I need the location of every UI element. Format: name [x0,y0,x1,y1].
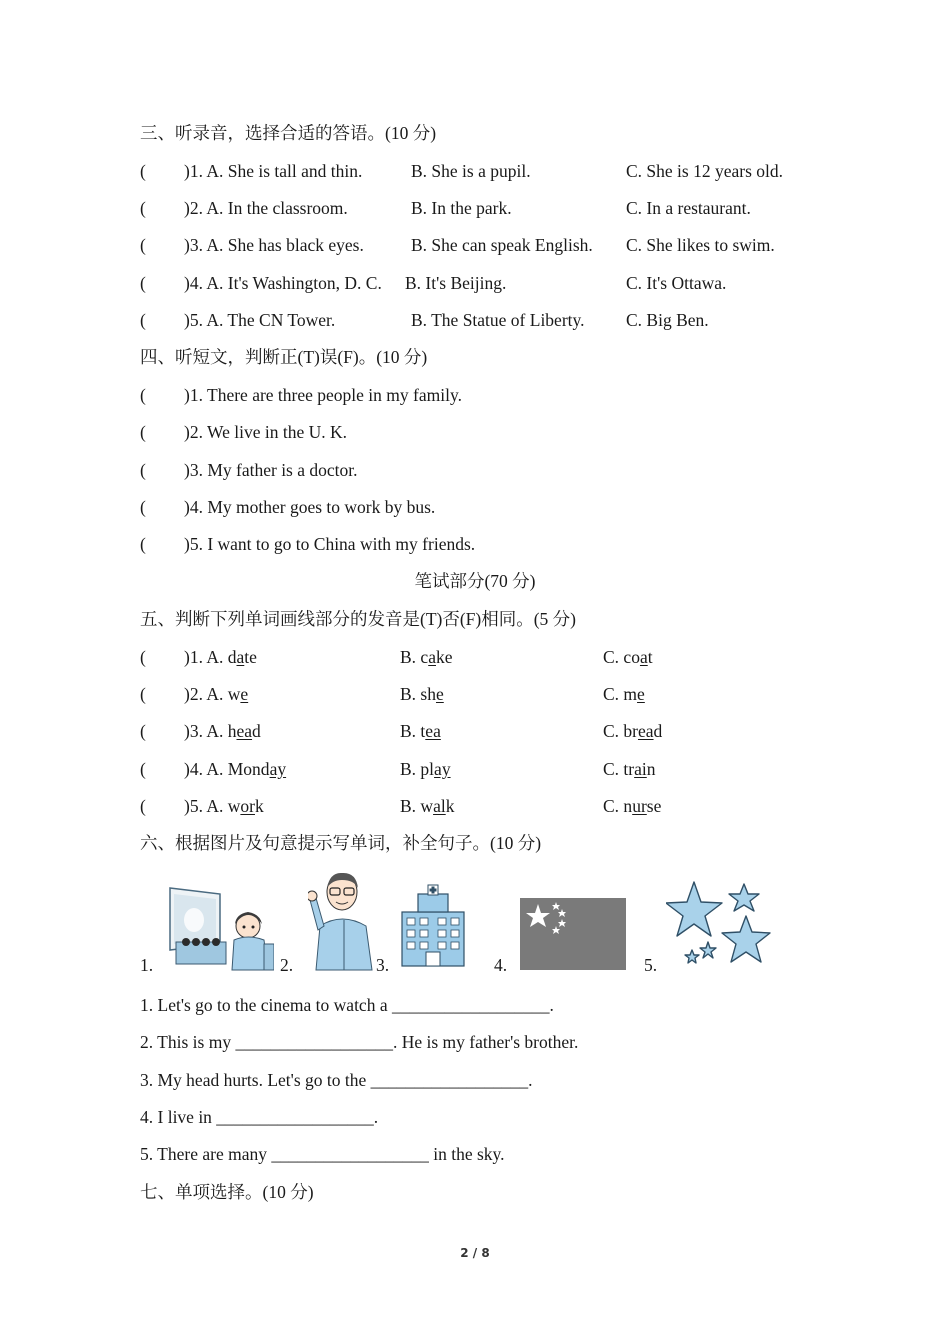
word-part: B. c [400,647,429,667]
answer-paren[interactable]: ( [140,161,146,181]
s3-question-5 [140,309,709,331]
answer-paren[interactable]: ( [140,759,146,779]
underlined-letters: a [639,647,648,667]
answer-paren[interactable]: ( [140,385,146,405]
s4-statement-1 [140,384,462,406]
s6-sentence-5: 5. There are many __________________ in the sky. [140,1144,505,1164]
section-4-heading: 四、听短文，判断正(T)误(F)。(10 分) [140,347,428,367]
section-3-heading: 三、听录音，选择合适的答语。(10 分) [140,123,437,143]
s5-question-2 [140,683,645,705]
word-part: t [647,647,653,667]
s3-q1-option-b: B. She is a pupil. [411,161,531,181]
s5-prefix: )4. A. [184,759,228,779]
word-part: w [227,796,241,816]
word-part: B. w [400,796,434,816]
s5-q5-option-c [603,795,661,817]
word-part: C. co [603,647,640,667]
underlined-letters: ay [269,759,287,779]
pic-label-4: 4. [494,955,508,975]
answer-paren[interactable]: ( [140,684,146,704]
word-part: ke [435,647,453,667]
s3-q3-option-b: B. She can speak English. [411,235,593,255]
underlined-letters: ai [634,759,647,779]
answer-paren[interactable]: ( [140,235,146,255]
word-part: C. tr [603,759,635,779]
page-number: 2 / 8 [460,1246,490,1260]
s3-q4-option-c: C. It's Ottawa. [626,273,727,293]
s5-question-4 [140,758,656,780]
s5-q4-option-b [400,758,451,780]
word-part: w [227,684,241,704]
s3-q3-option-c: C. She likes to swim. [626,235,775,255]
underlined-letters: or [240,796,255,816]
word-part: B. sh [400,684,436,704]
s4-statement-4 [140,496,435,518]
s5-q1-option-b [400,646,453,668]
section-7-heading: 七、单项选择。(10 分) [140,1182,314,1202]
underlined-letters: a [236,647,245,667]
pic-label-5: 5. [644,955,658,975]
s3-question-2 [140,197,751,219]
answer-paren[interactable]: ( [140,422,146,442]
uncle-picture [308,870,378,972]
stars-picture [666,878,776,974]
answer-paren[interactable]: ( [140,534,146,554]
section-6-heading: 六、根据图片及句意提示写单词，补全句子。(10 分) [140,833,542,853]
s5-prefix: )2. A. [184,684,228,704]
s5-prefix: )5. A. [184,796,228,816]
word-part: C. m [603,684,638,704]
word-part: k [445,796,455,816]
underlined-letters: al [433,796,446,816]
s5-prefix: )1. A. [184,647,228,667]
pic-label-3: 3. [376,955,390,975]
s6-sentence-1: 1. Let's go to the cinema to watch a __________________. [140,995,554,1015]
s4-statement-1-text: )1. There are three people in my family. [184,385,462,405]
s4-statement-5-text: )5. I want to go to China with my friends. [184,534,476,554]
s3-question-4 [140,272,727,294]
underlined-letters: ay [434,759,451,779]
word-part: B. pl [400,759,435,779]
word-part: B. t [400,721,426,741]
s5-q4-option-c [603,758,656,780]
s6-sentence-4: 4. I live in __________________. [140,1107,379,1127]
word-part: k [254,796,264,816]
s3-q1-option-c: C. She is 12 years old. [626,161,784,181]
answer-paren[interactable]: ( [140,721,146,741]
s5-q3-option-b [400,720,441,742]
underlined-letters: ur [632,796,647,816]
word-part: C. n [603,796,633,816]
s5-question-3 [140,720,663,742]
s3-q4-option-b: B. It's Beijing. [405,273,507,293]
answer-paren[interactable]: ( [140,497,146,517]
word-part: h [227,721,237,741]
answer-paren[interactable]: ( [140,273,146,293]
picture-row [140,870,800,980]
s3-q3-option-a: )3. A. She has black eyes. [184,235,364,255]
s3-q5-option-a: )5. A. The CN Tower. [184,310,336,330]
underlined-letters: ea [638,721,654,741]
written-part-title: 笔试部分(70 分) [414,571,536,591]
underlined-letters: e [240,684,249,704]
s5-question-1 [140,646,653,668]
s4-statement-5 [140,533,475,555]
s5-q3-option-c [603,720,662,742]
s3-q2-option-b: B. In the park. [411,198,512,218]
section-5-heading: 五、判断下列单词画线部分的发音是(T)否(F)相同。(5 分) [140,609,577,629]
s4-statement-3-text: )3. My father is a doctor. [184,460,358,480]
s6-sentence-3: 3. My head hurts. Let's go to the __________________. [140,1070,533,1090]
underlined-letters: ea [236,721,253,741]
word-part: n [646,759,656,779]
s5-prefix: )3. A. [184,721,228,741]
s4-statement-4-text: )4. My mother goes to work by bus. [184,497,436,517]
word-part: se [646,796,662,816]
s5-q5-option-b [400,795,454,817]
answer-paren[interactable]: ( [140,198,146,218]
underlined-letters: a [428,647,436,667]
cinema-picture [168,884,274,972]
s5-q2-option-c [603,683,645,705]
word-part: d [227,647,237,667]
underlined-letters: e [637,684,645,704]
s3-q1-option-a: )1. A. She is tall and thin. [184,161,363,181]
hospital-picture [400,884,466,968]
s3-q2-option-a: )2. A. In the classroom. [184,198,348,218]
s4-statement-3 [140,459,358,481]
s5-q1-option-c [603,646,653,668]
answer-paren[interactable]: ( [140,796,146,816]
word-part: C. br [603,721,638,741]
word-part: d [653,721,663,741]
s3-q5-option-c: C. Big Ben. [626,310,709,330]
s3-q2-option-c: C. In a restaurant. [626,198,751,218]
answer-paren[interactable]: ( [140,460,146,480]
answer-paren[interactable]: ( [140,310,146,330]
china-flag-picture [520,898,626,970]
answer-paren[interactable]: ( [140,647,146,667]
s3-question-1 [140,160,784,182]
s6-sentence-2: 2. This is my __________________. He is my father's brother. [140,1032,579,1052]
pic-label-1: 1. [140,955,154,975]
word-part: d [252,721,261,741]
s3-question-3 [140,234,775,256]
word-part: te [244,647,257,667]
underlined-letters: ea [425,721,441,741]
s5-question-5 [140,795,662,817]
pic-label-2: 2. [280,955,294,975]
s4-statement-2-text: )2. We live in the U. K. [184,422,348,442]
underlined-letters: e [435,684,444,704]
s3-q5-option-b: B. The Statue of Liberty. [411,310,585,330]
word-part: Mond [227,759,270,779]
s5-q2-option-b [400,683,444,705]
s4-statement-2 [140,421,347,443]
s3-q4-option-a: )4. A. It's Washington, D. C. [184,273,382,293]
